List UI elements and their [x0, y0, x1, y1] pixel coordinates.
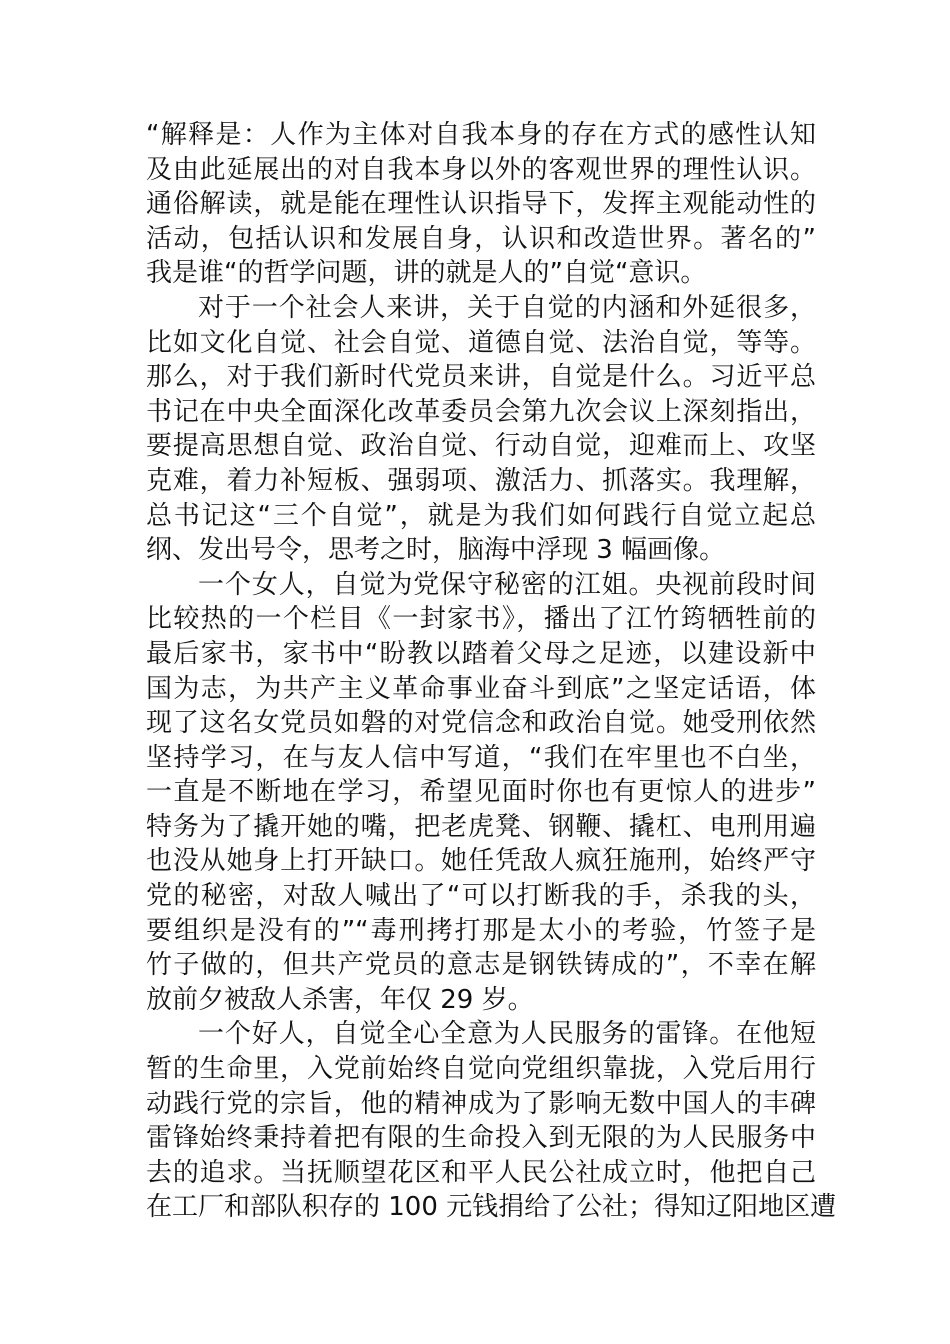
- text-line: 一直是不断地在学习，希望见面时你也有更惊人的进步”: [146, 777, 816, 808]
- text-line: 对于一个社会人来讲，关于自觉的内涵和外延很多，: [198, 292, 816, 323]
- text-line: 要组织是没有的”“毒刑拷打那是太小的考验，竹签子是: [146, 915, 816, 946]
- text-line: 要提高思想自觉、政治自觉、行动自觉，迎难而上、攻坚: [146, 431, 816, 462]
- text-line: 暂的生命里，入党前始终自觉向党组织靠拢，入党后用行: [146, 1054, 816, 1085]
- text-line: 书记在中央全面深化改革委员会第九次会议上深刻指出，: [146, 396, 816, 427]
- text-line: 及由此延展出的对自我本身以外的客观世界的理性认识。: [146, 154, 816, 185]
- text-line: 一个女人，自觉为党保守秘密的江姐。央视前段时间: [198, 569, 816, 600]
- paragraph: [146, 291, 816, 568]
- text-line: “解释是：人作为主体对自我本身的存在方式的感性认知: [146, 120, 816, 150]
- text-line: 也没从她身上打开缺口。她任凭敌人疯狂施刑，始终严守: [146, 846, 816, 877]
- text-line: 动践行党的宗旨，他的精神成为了影响无数中国人的丰碑: [146, 1088, 816, 1119]
- paragraph: [146, 1017, 837, 1225]
- paragraph: [146, 118, 816, 291]
- text-line: 比较热的一个栏目《一封家书》，播出了江竹筠牺牲前的: [146, 604, 816, 635]
- text-line: 比如文化自觉、社会自觉、道德自觉、法治自觉，等等。: [146, 327, 816, 358]
- paragraph: [146, 568, 816, 1018]
- text-line: 活动，包括认识和发展自身，认识和改造世界。著名的”: [146, 223, 816, 254]
- body-text: [146, 118, 837, 1225]
- text-line: 雷锋始终秉持着把有限的生命投入到无限的为人民服务中: [146, 1123, 816, 1154]
- text-line: 现了这名女党员如磐的对党信念和政治自觉。她受刑依然: [146, 708, 816, 739]
- text-line: 纲、发出号令，思考之时，脑海中浮现 3 幅画像。: [146, 535, 726, 566]
- text-line: 最后家书，家书中“盼教以踏着父母之足迹，以建设新中: [146, 638, 816, 669]
- text-line: 坚持学习，在与友人信中写道，“我们在牢里也不白坐，: [146, 742, 816, 773]
- text-line: 特务为了撬开她的嘴，把老虎凳、钢鞭、撬杠、电刑用遍: [146, 811, 816, 842]
- text-line: 去的追求。当抚顺望花区和平人民公社成立时，他把自己: [146, 1157, 816, 1188]
- text-line: 竹子做的，但共产党员的意志是钢铁铸成的”，不幸在解: [146, 950, 816, 981]
- text-line: 克难，着力补短板、强弱项、激活力、抓落实。我理解，: [146, 465, 816, 496]
- text-line: 放前夕被敌人杀害，年仅 29 岁。: [146, 984, 534, 1015]
- text-line: 一个好人，自觉全心全意为人民服务的雷锋。在他短: [198, 1019, 816, 1050]
- text-line: 党的秘密，对敌人喊出了“可以打断我的手，杀我的头，: [146, 881, 816, 912]
- text-line: 总书记这“三个自觉”，就是为我们如何践行自觉立起总: [146, 500, 816, 531]
- text-line: 我是谁“的哲学问题，讲的就是人的”自觉“意识。: [146, 258, 707, 289]
- text-line: 在工厂和部队积存的 100 元钱捐给了公社；得知辽阳地区遭: [146, 1192, 837, 1223]
- text-line: 那么，对于我们新时代党员来讲，自觉是什么。习近平总: [146, 362, 816, 393]
- text-line: 通俗解读，就是能在理性认识指导下，发挥主观能动性的: [146, 189, 816, 220]
- text-line: 国为志，为共产主义革命事业奋斗到底”之坚定话语，体: [146, 673, 816, 704]
